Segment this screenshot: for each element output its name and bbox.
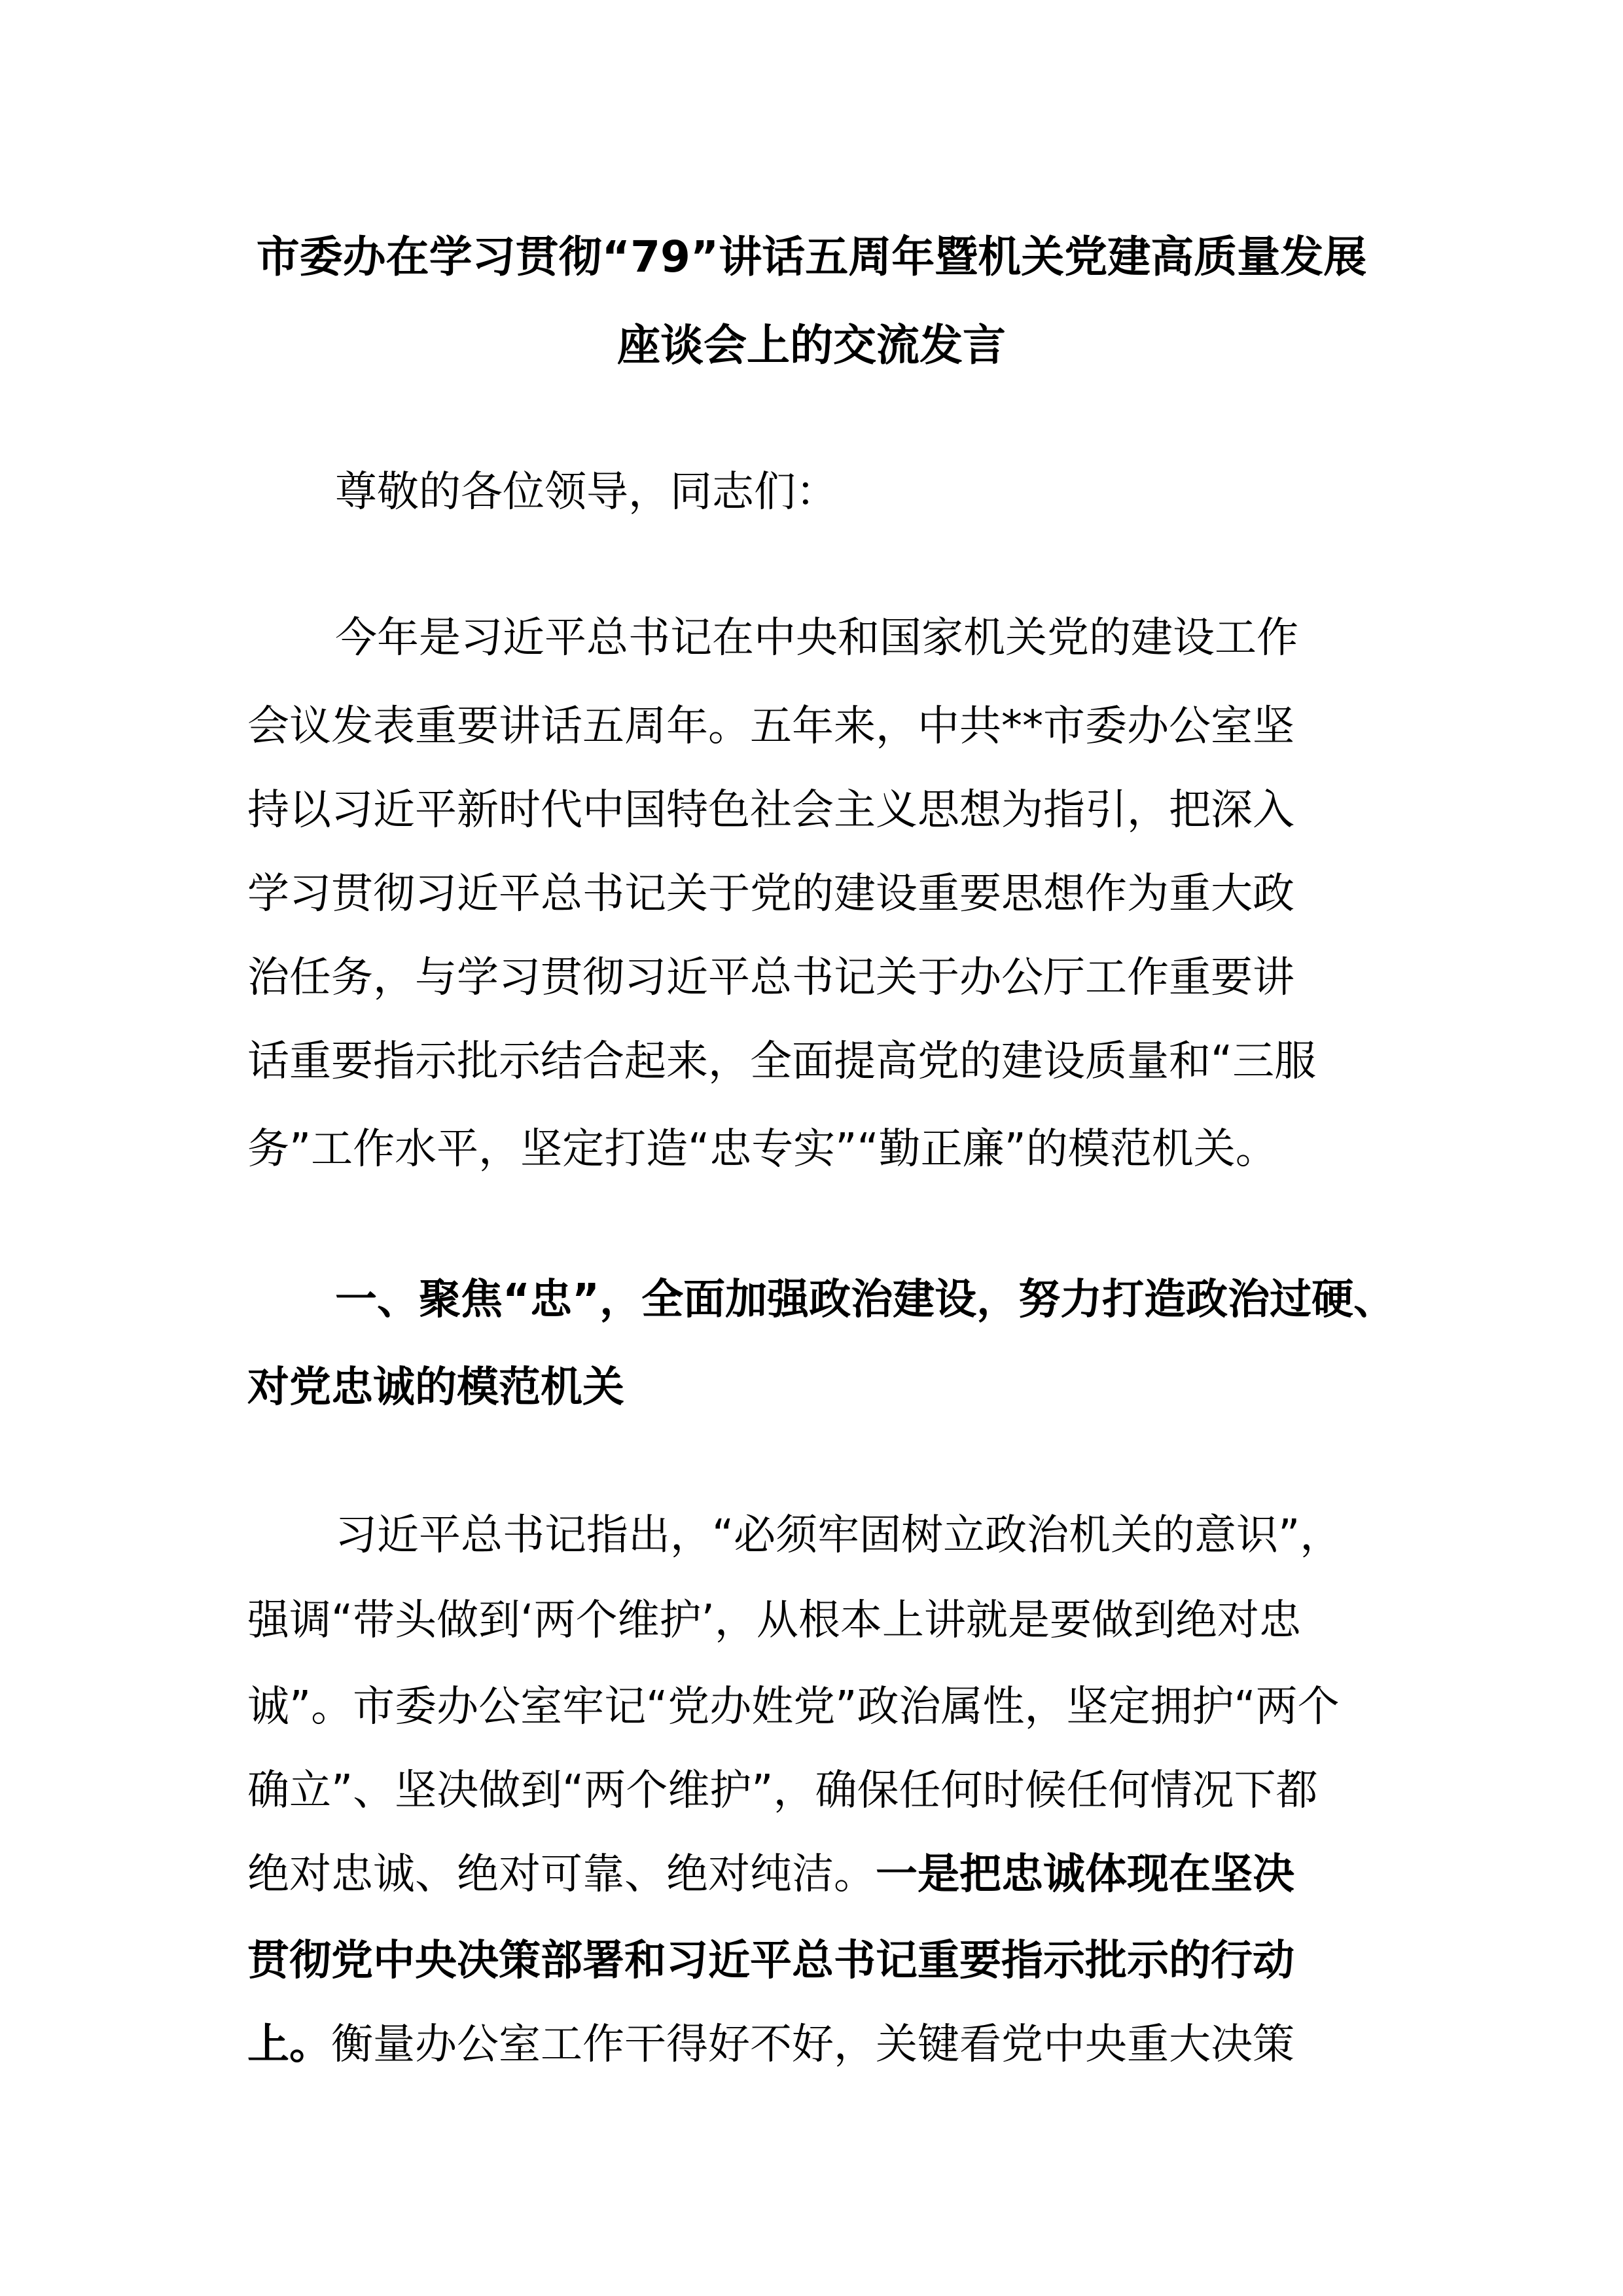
section-heading-1-line: 一、聚焦“忠”，全面加强政治建设，努力打造政治过硬、 <box>335 1276 1396 1324</box>
document-title-line-1: 市委办在学习贯彻“79”讲话五周年暨机关党建高质量发展 <box>256 232 1367 282</box>
paragraph-2-text: 绝对忠诚、绝对可靠、绝对纯洁。 <box>247 1850 876 1899</box>
salutation: 尊敬的各位领导，同志们： <box>335 468 838 516</box>
paragraph-2-line: 确立”、坚决做到“两个维护”，确保任何时候任何情况下都 <box>247 1767 1318 1815</box>
paragraph-1-line: 学习贯彻习近平总书记关于党的建设重要思想作为重大政 <box>247 870 1294 918</box>
paragraph-2-line <box>247 1848 1425 1901</box>
paragraph-1-line: 今年是习近平总书记在中央和国家机关党的建设工作 <box>335 614 1298 662</box>
document-title-line-2: 座谈会上的交流发言 <box>617 320 1006 370</box>
paragraph-2-emphasis: 一是把忠诚体现在坚决 <box>876 1850 1294 1899</box>
paragraph-2-text: 衡量办公室工作干得好不好，关键看党中央重大决策 <box>331 2020 1294 2069</box>
paragraph-1-line: 话重要指示批示结合起来，全面提高党的建设质量和“三服 <box>247 1037 1317 1086</box>
paragraph-1-line: 治任务，与学习贯彻习近平总书记关于办公厅工作重要讲 <box>247 954 1294 1002</box>
paragraph-2-line: 贯彻党中央决策部署和习近平总书记重要指示批示的行动 <box>247 1937 1294 1985</box>
paragraph-1-line: 务”工作水平，坚定打造“忠专实”“勤正廉”的模范机关。 <box>247 1125 1277 1174</box>
paragraph-2-emphasis: 上。 <box>247 2020 331 2069</box>
section-heading-1-line: 对党忠诚的模范机关 <box>247 1363 624 1412</box>
paragraph-1-line: 持以习近平新时代中国特色社会主义思想为指引，把深入 <box>247 786 1294 834</box>
paragraph-2-line: 强调“带头做到‘两个维护’，从根本上讲就是要做到绝对忠 <box>247 1596 1301 1645</box>
paragraph-1-line: 会议发表重要讲话五周年。五年来，中共**市委办公室坚 <box>247 702 1294 751</box>
paragraph-2-line: 诚”。市委办公室牢记“党办姓党”政治属性，坚定拥护“两个 <box>247 1683 1340 1731</box>
paragraph-2-line <box>247 2018 1425 2071</box>
paragraph-2-line: 习近平总书记指出，“必须牢固树立政治机关的意识”， <box>335 1511 1342 1560</box>
